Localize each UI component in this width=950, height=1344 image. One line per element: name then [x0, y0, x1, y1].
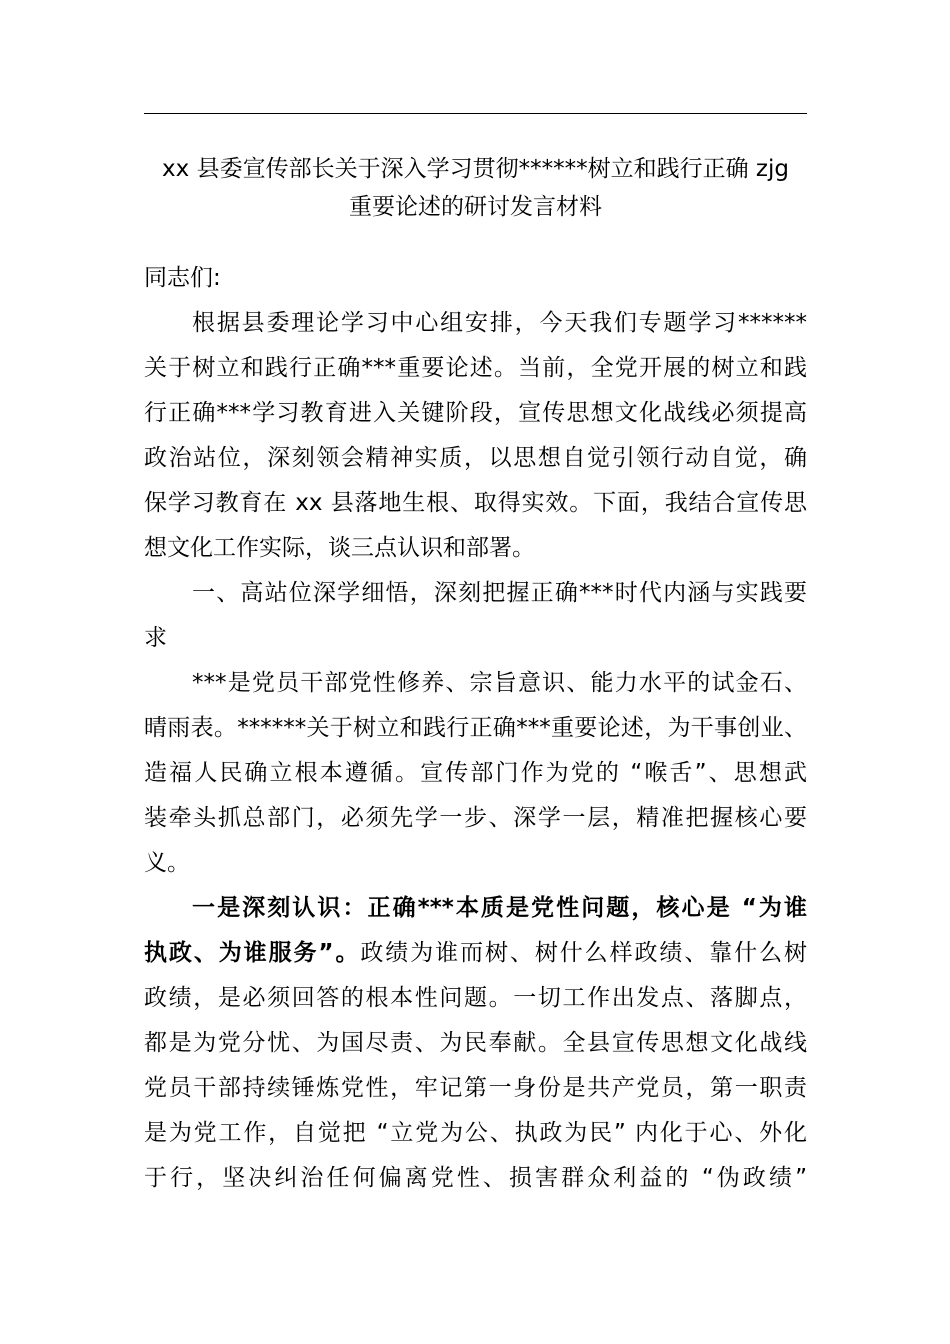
- paragraph-line: 装牵头抓总部门，必须先学一步、深学一层，精准把握核心要: [144, 805, 807, 831]
- paragraph-line: 晴雨表。******关于树立和践行正确***重要论述，为干事创业、: [144, 715, 807, 741]
- document-title: [144, 150, 807, 226]
- paragraph-text: 政绩为谁而树、树什么样政绩、靠什么树: [360, 940, 808, 966]
- paragraph-line: 政治站位，深刻领会精神实质，以思想自觉引领行动自觉，确: [144, 445, 807, 471]
- heading-line: 求: [144, 625, 167, 651]
- paragraph-line: 造福人民确立根本遵循。宣传部门作为党的 “喉舌”、思想武: [144, 760, 807, 786]
- heading-line: 一、高站位深学细悟，深刻把握正确***时代内涵与实践要: [192, 580, 807, 606]
- paragraph-line: 于行，坚决纠治任何偏离党性、损害群众利益的 “伪政绩”: [144, 1165, 807, 1191]
- paragraph-line: 义。: [144, 850, 190, 876]
- section-heading-1: [144, 571, 807, 661]
- paragraph-line: 保学习教育在 xx 县落地生根、取得实效。下面，我结合宣传思: [144, 490, 807, 516]
- salutation: 同志们:: [144, 265, 221, 291]
- bold-lead-end: 执政、为谁服务”。: [144, 940, 361, 966]
- paragraph-line: 是为党工作，自觉把 “立党为公、执政为民” 内化于心、外化: [144, 1120, 807, 1146]
- paragraph-line: 想文化工作实际，谈三点认识和部署。: [144, 535, 535, 561]
- document-body: [144, 256, 807, 1201]
- paragraph-line: 行正确***学习教育进入关键阶段，宣传思想文化战线必须提高: [144, 400, 807, 426]
- title-line-2: 重要论述的研讨发言材料: [349, 194, 602, 220]
- paragraph-line: 党员干部持续锤炼党性，牢记第一身份是共产党员，第一职责: [144, 1075, 807, 1101]
- paragraph-intro: [144, 301, 807, 571]
- paragraph-line: 关于树立和践行正确***重要论述。当前，全党开展的树立和践: [144, 355, 807, 381]
- header-rule: [144, 113, 807, 114]
- paragraph-line: 根据县委理论学习中心组安排，今天我们专题学习******: [192, 310, 807, 336]
- paragraph-section-1: [144, 661, 807, 886]
- paragraph-line: ***是党员干部党性修养、宗旨意识、能力水平的试金石、: [192, 670, 807, 696]
- paragraph-line: [144, 931, 807, 976]
- paragraph-line: 政绩，是必须回答的根本性问题。一切工作出发点、落脚点，: [144, 985, 807, 1011]
- title-line-1: xx 县委宣传部长关于深入学习贯彻******树立和践行正确 zjg: [162, 156, 789, 182]
- bold-lead-line: 一是深刻认识：正确***本质是党性问题，核心是 “为谁: [192, 895, 807, 921]
- paragraph-point-1: [144, 886, 807, 1201]
- paragraph-line: 都是为党分忧、为国尽责、为民奉献。全县宣传思想文化战线: [144, 1030, 807, 1056]
